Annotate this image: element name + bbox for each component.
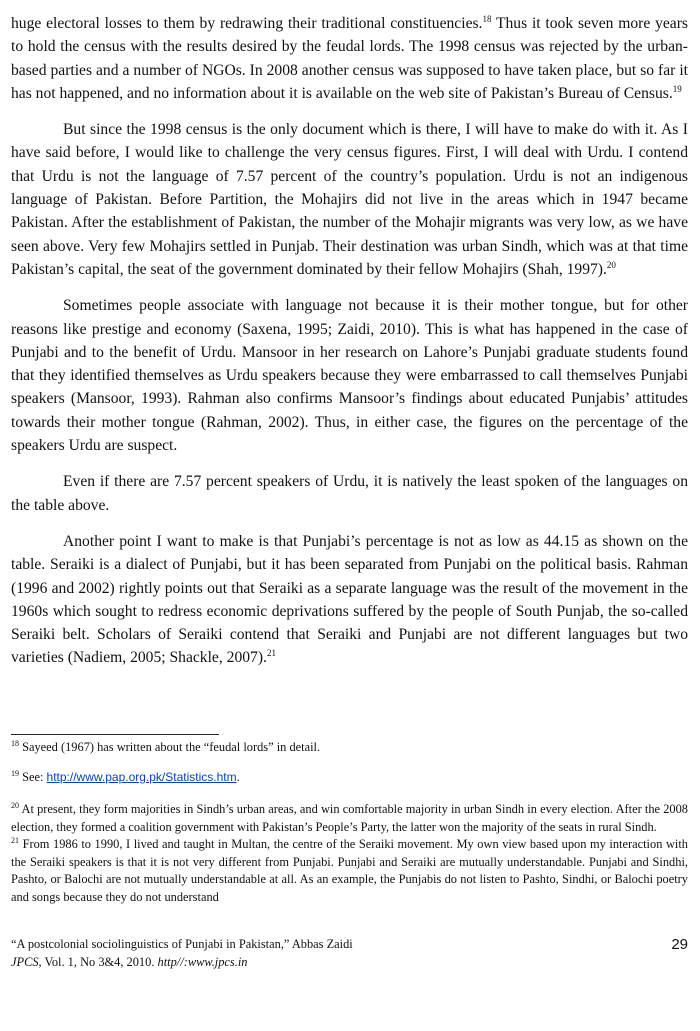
statistics-link[interactable]: http://www.pap.org.pk/Statistics.htm: [46, 769, 237, 784]
footer-journal: JPCS: [11, 954, 39, 969]
footnote-20: $^{20}$ At present, they form majorities in Sindh’s urban areas, and win comfortable majority in urban Sindh in every election. After the 2008 election, they formed a coalition government with Pakistan’s People’s Party, the latter won the majority of the seats in rural Sindh.: [11, 801, 688, 834]
footer-url: http//:www.jpcs.in: [157, 954, 248, 969]
footnote-ref-19[interactable]: 19: [672, 83, 682, 94]
page-number: 29: [671, 936, 688, 953]
footnote-ref-21[interactable]: 21: [266, 648, 276, 659]
footer-article-title: “A postcolonial sociolinguistics of Punjabi in Pakistan,” Abbas Zaidi: [11, 937, 353, 951]
footer-issue: , Vol. 1, No 3&4, 2010.: [38, 954, 158, 969]
page-footer: [11, 936, 688, 971]
body-text: [11, 12, 688, 683]
footnote-19: $^{19}$ See: http://www.pap.org.pk/Statistics.htm.: [11, 768, 240, 784]
paragraph-2: But since the 1998 census is the only document which is there, I will have to make do with it. As I have said before, I would like to challenge the very census figures. First, I will deal with Urdu. I contend that Urdu is not the language of 7.57 percent of the country’s population. Urdu is not an indigenous language of Pakistan. Before Partition, the Mohajirs did not live in the areas which in 1947 became Pakistan. After the establishment of Pakistan, the number of the Mohajir migrants was very low, as we have seen above. Very few Mohajirs settled in Punjab. Their destination was urban Sindh, which was at that time Pakistan’s capital, the seat of the government dominated by their fellow Mohajirs (Shah, 1997).$^{20}$: [11, 121, 688, 278]
paragraph-5: Another point I want to make is that Punjabi’s percentage is not as low as 44.15 as shown on the table. Seraiki is a dialect of Punjabi, but it has been separated from Punjabi on the political basis. Rahman (1996 and 2002) rightly points out that Seraiki as a separate language was the result of the movement in the 1960s which sought to redress economic deprivations suffered by the people of South Punjab, the so-called Seraiki belt. Scholars of Seraiki contend that Seraiki and Punjabi are not different languages but two varieties (Nadiem, 2005; Shackle, 2007).$^{21}$: [11, 532, 688, 667]
paragraph-1: huge electoral losses to them by redrawing their traditional constituencies.$^{18}$ Thus it took seven more years to hold the census with the results desired by the feudal lords. The 1998 census was rejected by the urban-based parties and a number of NGOs. In 2008 another census was supposed to have taken place, but so far it has not happened, and no information about it is available on the web site of Pakistan’s Bureau of Census.$^{19}$: [11, 14, 688, 102]
paragraph-4: Even if there are 7.57 percent speakers of Urdu, it is natively the least spoken of the languages on the table above.: [11, 473, 688, 514]
footnote-ref-18[interactable]: 18: [482, 14, 492, 24]
footnote-21: $^{21}$ From 1986 to 1990, I lived and taught in Multan, the centre of the Seraiki movement. My own view based upon my interaction with the Seraiki speakers is that it is not very different from Punjabi. Punjabi and Seraiki are mutually understandable. Punjabi and Sindhi, Pashto, or Balochi are not mutually understandable at all. As an example, the Punjabis do not listen to Pashto, Sindhi, or Balochi poetry and songs because they do not understand: [11, 836, 688, 904]
paragraph-3: Sometimes people associate with language not because it is their mother tongue, but for other reasons like prestige and economy (Saxena, 1995; Zaidi, 2010). This is what has happened in the case of Punjabi and to the benefit of Urdu. Mansoor in her research on Lahore’s Punjabi graduate students found that they identified themselves as Urdu speakers because they were embarrassed to call themselves Punjabi speakers (Mansoor, 1993). Rahman also confirms Mansoor’s findings about educated Punjabis’ attitudes towards their mother tongue (Rahman, 2002). Thus, in either case, the figures on the percentage of the speakers Urdu are suspect.: [11, 297, 688, 455]
footnote-divider: [11, 734, 219, 735]
footnote-18: $^{18}$ Sayeed (1967) has written about the “feudal lords” in detail.: [11, 739, 321, 754]
footnote-ref-20[interactable]: 20: [606, 259, 616, 270]
footer-journal-line: [11, 954, 688, 972]
footnotes: [11, 739, 688, 906]
